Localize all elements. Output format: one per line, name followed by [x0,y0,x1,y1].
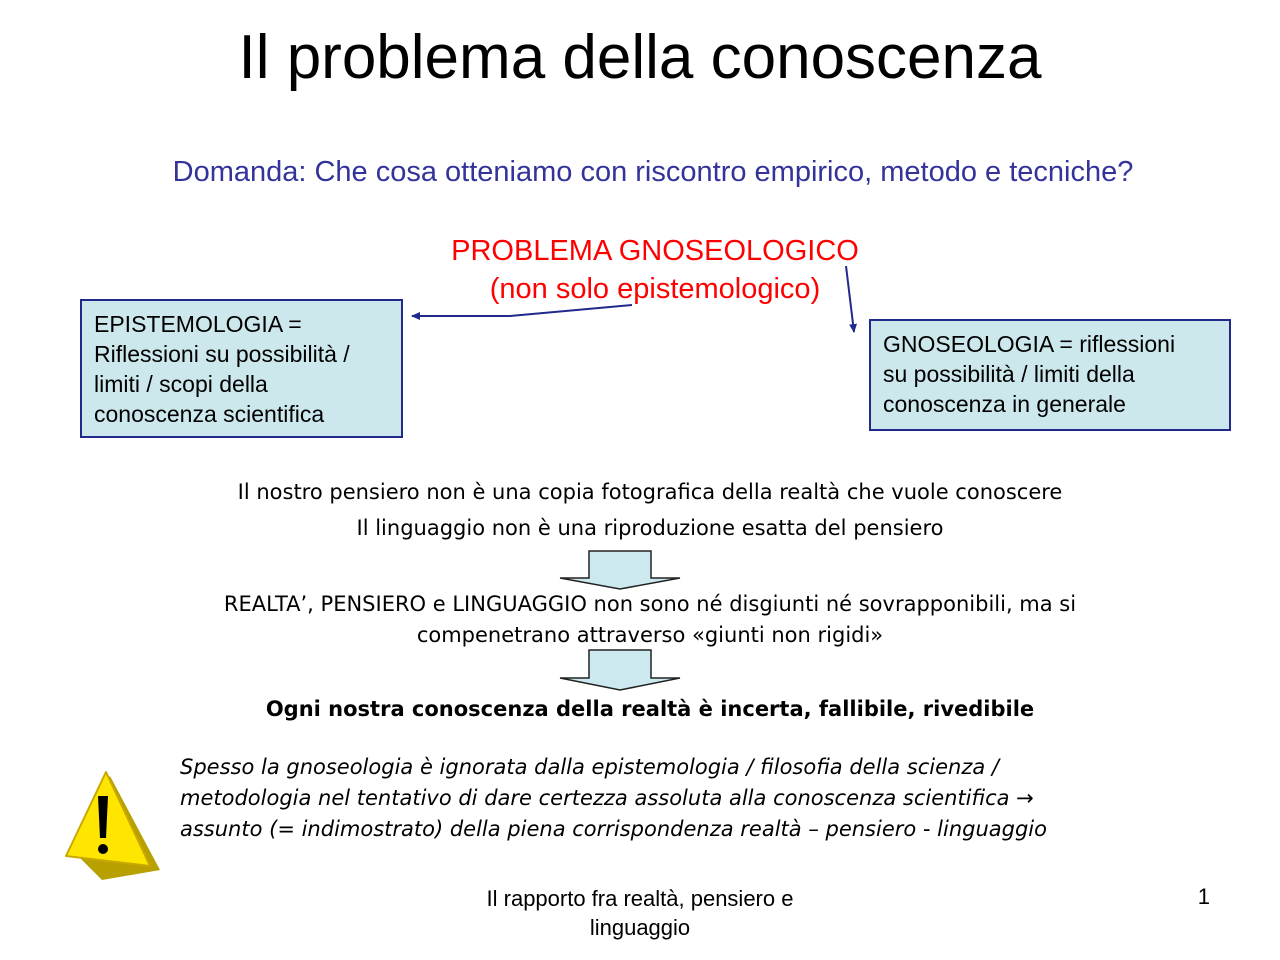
footer-line-2: linguaggio [589,915,691,940]
down-arrow-2 [560,650,680,690]
epistemology-line-4: conoscenza scientifica [94,401,325,427]
footer-line-1: Il rapporto fra realtà, pensiero e [486,886,794,911]
epistemology-line-3: limiti / scopi della [94,371,268,397]
statement-thought: Il nostro pensiero non è una copia fotografica della realtà che vuole conoscere [237,480,1063,504]
statement-language: Il linguaggio non è una riproduzione esatta del pensiero [356,516,944,540]
down-arrow-1 [560,551,680,589]
gnoseology-line-1: GNOSEOLOGIA = riflessioni [883,331,1176,357]
problem-line-2: (non solo epistemologico) [489,273,821,305]
question-text: Domanda: Che cosa otteniamo con riscontro empirico, metodo e tecniche? [172,156,1134,188]
arrow-to-gnoseology [846,266,854,332]
epistemology-line-1: EPISTEMOLOGIA = [94,311,302,337]
statement-interpenetration [100,589,1200,651]
warning-note-line-1: Spesso la gnoseologia è ignorata dalla epistemologia / filosofia della scienza / [180,755,999,779]
page-title: Il problema della conoscenza [238,23,1042,92]
epistemology-box [80,299,403,438]
statement-interpenetration-line-1: REALTA’, PENSIERO e LINGUAGGIO non sono né disgiunti né sovrapponibili, ma si [223,592,1077,616]
footer-caption [440,884,840,942]
warning-note-line-2: metodologia nel tentativo di dare certezza assoluta alla conoscenza scientifica → [180,786,1034,810]
gnoseology-line-3: conoscenza in generale [883,391,1126,417]
warning-icon [66,772,160,880]
warning-note [180,752,1190,845]
page-number: 1 [1197,884,1210,909]
gnoseology-line-2: su possibilità / limiti della [883,361,1135,387]
epistemology-line-2: Riflessioni su possibilità / [94,341,350,367]
warning-note-line-3: assunto (= indimostrato) della piena corrispondenza realtà – pensiero - linguaggio [180,817,1047,841]
gnoseology-box [869,319,1231,431]
statement-interpenetration-line-2: compenetrano attraverso «giunti non rigidi» [416,623,884,647]
arrow-to-epistemology [412,305,632,316]
conclusion-text: Ogni nostra conoscenza della realtà è incerta, fallibile, rivedibile [265,697,1035,721]
problem-line-1: PROBLEMA GNOSEOLOGICO [451,235,859,267]
